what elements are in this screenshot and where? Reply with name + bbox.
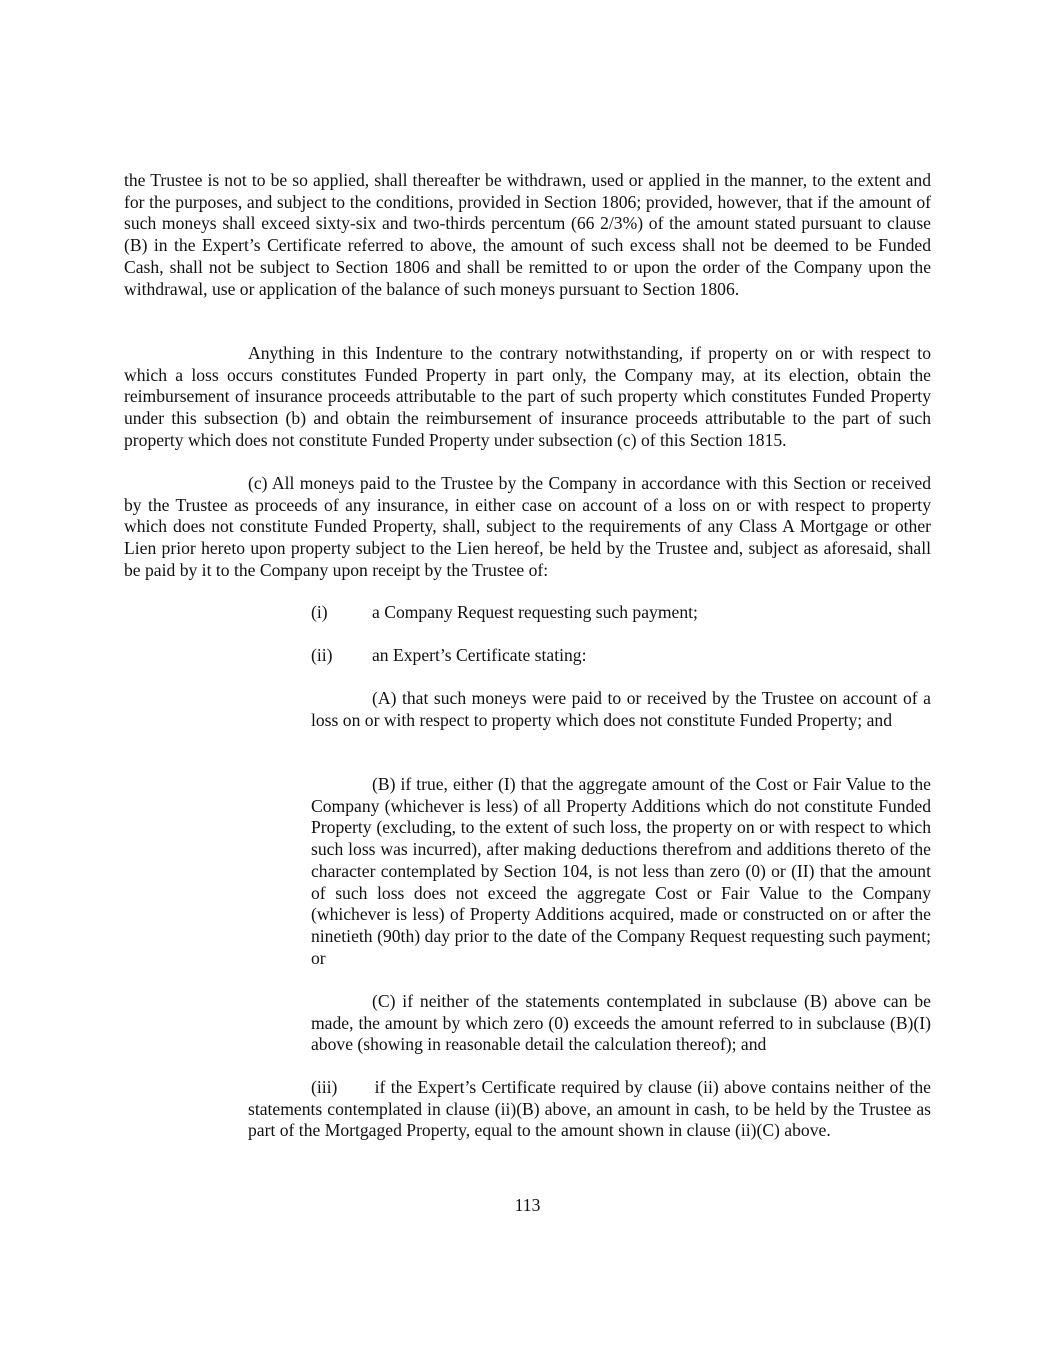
item-i-text: a Company Request requesting such payment; xyxy=(372,602,698,622)
item-ii-number: (ii) xyxy=(311,645,333,665)
clause-a: (A) that such moneys were paid to or received by the Trustee on account of a loss on or with respect to property which does not constitute Funded Property; and xyxy=(311,688,931,730)
item-i-number: (i) xyxy=(311,602,328,622)
paragraph-subsection-c: (c) All moneys paid to the Trustee by the Company in accordance with this Section or received by the Trustee as proceeds of any insurance, in either case on account of a loss on or with respect to property which does not constitute Funded Property, shall, subject to the requirements of any Class A Mortgage or other Lien prior hereto upon property subject to the Lien hereof, be held by the Trustee and, subject as aforesaid, shall be paid by it to the Company upon receipt by the Trustee of: xyxy=(124,473,931,580)
item-ii-text: an Expert’s Certificate stating: xyxy=(372,645,587,665)
paragraph-continuation: the Trustee is not to be so applied, shall thereafter be withdrawn, used or applied in the manner, to the extent and for the purposes, and subject to the conditions, provided in Section 1806; provided, however, that if the amount of such moneys shall exceed sixty-six and two-thirds percentum (66 2/3%) of the amount stated pursuant to clause (B) in the Expert’s Certificate referred to above, the amount of such excess shall not be deemed to be Funded Cash, shall not be subject to Section 1806 and shall be remitted to or upon the order of the Company upon the withdrawal, use or application of the balance of such moneys pursuant to Section 1806. xyxy=(124,170,931,299)
paragraph-anything-notwithstanding: Anything in this Indenture to the contrary notwithstanding, if property on or with respect to which a loss occurs constitutes Funded Property in part only, the Company may, at its election, obtain the reimbursement of insurance proceeds attributable to the part of such property which constitutes Funded Property under this subsection (b) and obtain the reimbursement of insurance proceeds attributable to the part of such property which does not constitute Funded Property under subsection (c) of this Section 1815. xyxy=(124,343,931,450)
clause-b: (B) if true, either (I) that the aggregate amount of the Cost or Fair Value to the Company (whichever is less) of all Property Additions which do not constitute Funded Property (excluding, to the extent of such loss, the property on or with respect to which such loss was incurred), after making deductions therefrom and additions thereto of the character contemplated by Section 104, is not less than zero (0) or (II) that the amount of such loss does not exceed the aggregate Cost or Fair Value to the Company (whichever is less) of Property Additions acquired, made or constructed on or after the ninetieth (90th) day prior to the date of the Company Request requesting such payment; or xyxy=(311,774,931,968)
clause-c: (C) if neither of the statements contemplated in subclause (B) above can be made, the amount by which zero (0) exceeds the amount referred to in subclause (B)(I) above (showing in reasonable detail the calculation thereof); and xyxy=(311,991,931,1055)
page-number: 113 xyxy=(514,1195,541,1215)
item-iii: (iii) if the Expert’s Certificate required by clause (ii) above contains neither of the statements contemplated in clause (ii)(B) above, an amount in cash, to be held by the Trustee as part of the Mortgaged Property, equal to the amount shown in clause (ii)(C) above. xyxy=(248,1077,936,1141)
